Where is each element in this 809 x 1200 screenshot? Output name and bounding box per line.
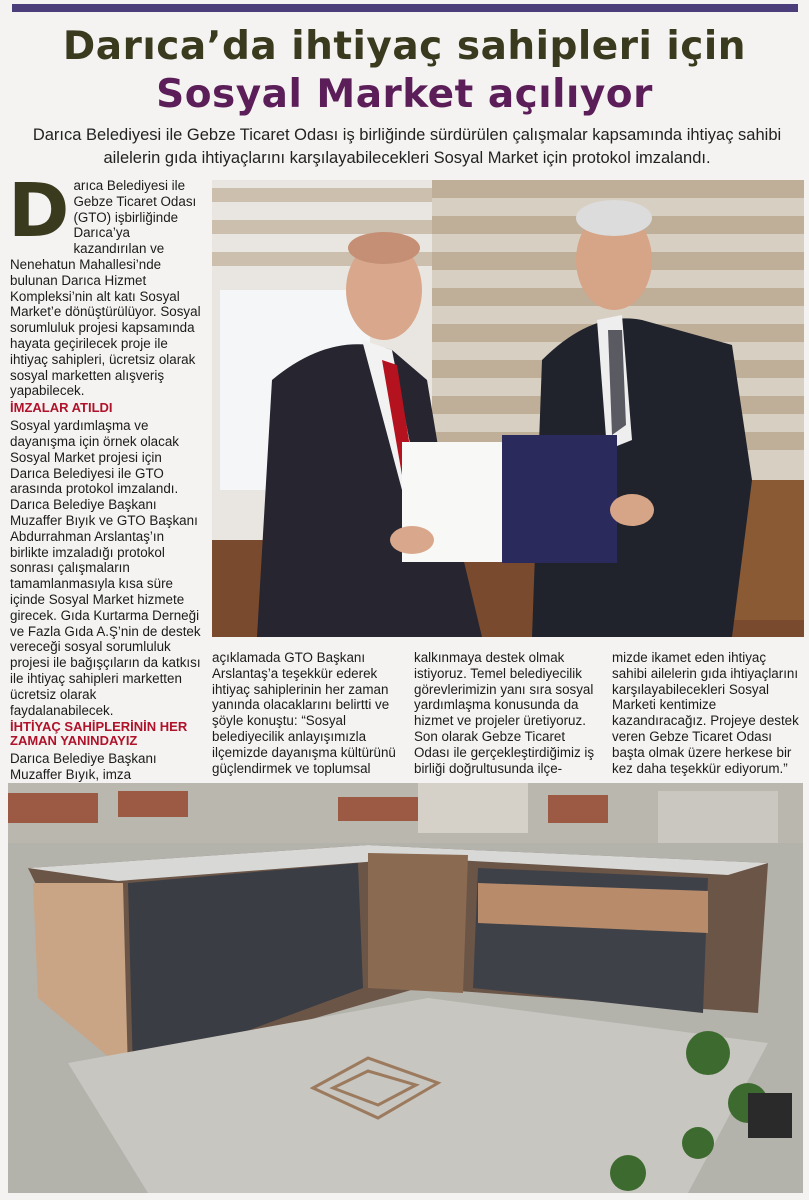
column-3-text: kalkınmaya destek olmak istiyoruz. Temel belediyecilik görevlerimizin yanı sıra sosyal yardımlaşma konusunda da hizmet ve projeler üretiyoruz. Son olarak Gebze Ticaret Odası ile gerçekleştirdiğimiz iş birliği doğrultusunda ilçe- — [414, 650, 595, 776]
top-accent-bar — [12, 4, 798, 12]
article-column-3 — [414, 650, 604, 776]
mayor-paragraph-start: Darıca Belediye Başkanı Muzaffer Bıyık, imza — [10, 751, 157, 783]
protocol-signing-photo — [212, 180, 804, 637]
subhead-signatures: İMZALAR ATILDI — [10, 400, 113, 416]
headline-line-2: Sosyal Market açılıyor — [156, 72, 653, 117]
subhead-always-beside: İHTİYAÇ SAHİPLERİNİN HER ZAMAN YANINDAYIZ — [10, 719, 188, 749]
article-column-2 — [212, 650, 402, 776]
column-4-text: mizde ikamet eden ihtiyaç sahibi ailelerin gıda ihtiyaçlarını karşılayabilecekleri Sosyal Marketi kentimize kazandıracağız. Projeye destek veren Gebze Ticaret Odası başta olmak üzere herkese bir kez daha teşekkür ediyorum.” — [612, 650, 799, 776]
drop-cap: D — [8, 168, 70, 254]
signing-paragraph: Sosyal yardımlaşma ve dayanışma için örnek olacak Sosyal Market projesi için Darıca Belediyesi ile GTO arasında protokol imzalandı. Darıca Belediye Başkanı Muzaffer Bıyık ve GTO Başkanı Abdurrahman Arslantaş’ın birlikte imzaladığı protokol sonrası çalışmaların tamamlanmasıyla kısa süre içinde Sosyal Market hizmete girecek. Gıda Kurtarma Derneği ve Fazla Gıda A.Ş’nin de destek vereceği sosyal sorumluluk projesi ile bağışçıların da katkısı ile ihtiyaç sahipleri marketten ücretsiz olarak faydalanabilecek. — [10, 418, 201, 718]
lead-paragraph: Darıca Belediyesi ile Gebze Ticaret Odası iş birliğinde sürdürülen çalışmalar kapsamında ihtiyaç sahibi ailelerin gıda ihtiyaçlarını karşılayabilecekleri Sosyal Market için protokol imzalandı. — [32, 126, 782, 167]
article-column-4 — [612, 650, 802, 776]
headline-line-1: Darıca’da ihtiyaç sahipleri için — [62, 24, 747, 69]
column-2-text: açıklamada GTO Başkanı Arslantaş’a teşekkür ederek ihtiyaç sahiplerinin her zaman yanında olacaklarını belirtti ve şöyle konuştu: “Sosyal belediyecilik anlayışımızla ilçemizde dayanışma kültürünü güçlendirmek ve toplumsal — [212, 650, 396, 776]
article-column-1 — [8, 168, 202, 799]
intro-paragraph: arıca Belediyesi ile Gebze Ticaret Odası (GTO) işbirliğinde Darıca’ya kazandırılan ve Nenehatun Mahallesi’nde bulunan Darıca Hizmet Kompleksi’nin alt katı Sosyal Market’e dönüştürülüyor. Sosyal sorumluluk projesi kapsamında hayata geçirilecek proje ile ihtiyaç sahipleri, ücretsiz olarak sosyal marketten alışveriş yapabilecek. — [10, 178, 201, 399]
service-complex-aerial-photo — [8, 783, 803, 1193]
